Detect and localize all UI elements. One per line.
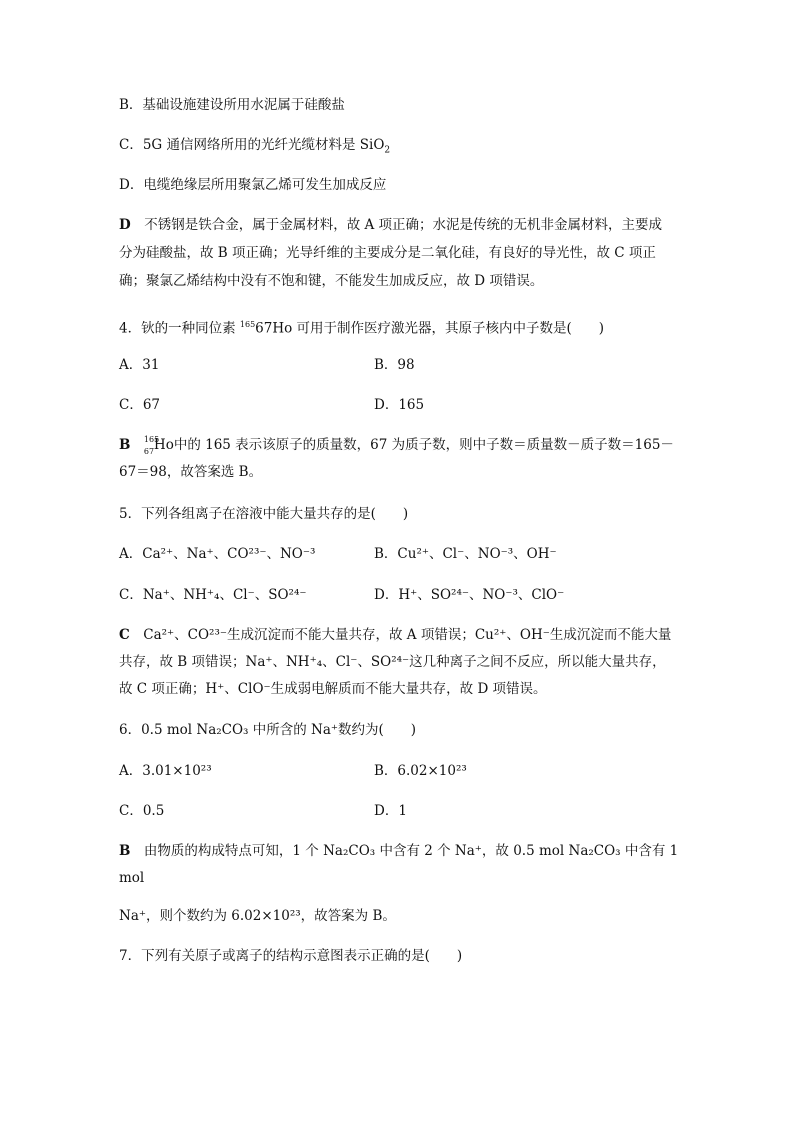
q6-stem: 6．0.5 mol Na₂CO₃ 中所含的 Na⁺数约为( ) — [119, 722, 417, 738]
q5-options-row-2 — [119, 586, 565, 604]
q5-stem: 5．下列各组离子在溶液中能大量共存的是( ) — [119, 506, 409, 522]
q5-option-c: C．Na⁺、NH⁺₄、Cl⁻、SO²⁴⁻ — [119, 587, 307, 603]
q3-answer-letter: D — [119, 217, 131, 233]
q5-answer-text-1: Ca²⁺、CO²³⁻生成沉淀而不能大量共存，故 A 项错误；Cu²⁺、OH⁻生成沉淀而不能大量 — [143, 627, 672, 643]
q6-answer-letter: B — [119, 843, 131, 859]
q6-answer-line-3: Na⁺，则个数约为 6.02×10²³，故答案为 B。 — [119, 908, 396, 924]
q3-answer-line-3: 确；聚氯乙烯结构中没有不饱和键，不能发生加成反应，故 D 项错误。 — [119, 273, 544, 289]
q6-options-row-1 — [119, 762, 467, 780]
q4-options-row-2 — [119, 396, 425, 414]
q5-option-b: B．Cu²⁺、Cl⁻、NO⁻³、OH⁻ — [374, 546, 557, 562]
q4-answer-text-1: Ho中的 165 表示该原子的质量数，67 为质子数，则中子数＝质量数－质子数＝165－ — [153, 437, 674, 453]
q3-answer-text-1: 不锈钢是铁合金，属于金属材料，故 A 项正确；水泥是传统的无机非金属材料，主要成 — [144, 217, 663, 233]
q3-option-d: D．电缆绝缘层所用聚氯乙烯可发生加成反应 — [119, 177, 387, 193]
q7-stem: 7．下列有关原子或离子的结构示意图表示正确的是( ) — [119, 948, 463, 964]
q6-answer-text-1: 由物质的构成特点可知，1 个 Na₂CO₃ 中含有 2 个 Na⁺，故 0.5 mol Na₂CO₃ 中含有 1 — [143, 843, 679, 859]
q5-answer-line-1 — [119, 626, 671, 644]
q6-option-d: D．1 — [374, 803, 407, 819]
q4-answer-atomic-number: 67 — [143, 447, 155, 456]
q5-answer-letter: C — [119, 627, 130, 643]
q5-option-a: A．Ca²⁺、Na⁺、CO²³⁻、NO⁻³ — [119, 546, 316, 562]
q4-stem — [119, 316, 604, 338]
q5-options-row-1 — [119, 545, 557, 563]
q3-option-c-text: C．5G 通信网络所用的光纤光缆材料是 SiO — [119, 137, 385, 153]
q3-answer-line-1 — [119, 216, 662, 234]
q3-option-b: B．基础设施建设所用水泥属于硅酸盐 — [119, 97, 345, 113]
q3-option-c-subscript: 2 — [384, 145, 391, 156]
q4-option-c: C．67 — [119, 397, 161, 413]
q6-option-a: A．3.01×10²³ — [119, 763, 212, 779]
q6-option-b: B．6.02×10²³ — [374, 763, 467, 779]
q4-answer-line-1 — [119, 436, 674, 454]
q4-options-row-1 — [119, 356, 415, 374]
q4-option-b: B．98 — [374, 357, 415, 373]
q4-stem-superscript: 165 — [239, 320, 256, 329]
q4-answer-isotope — [143, 435, 160, 456]
q6-option-c: C．0.5 — [119, 803, 165, 819]
q5-option-d: D．H⁺、SO²⁴⁻、NO⁻³、ClO⁻ — [374, 587, 565, 603]
q4-option-d: D．165 — [374, 397, 425, 413]
q5-answer-line-3: 故 C 项正确；H⁺、ClO⁻生成弱电解质而不能大量共存，故 D 项错误。 — [119, 681, 547, 697]
q4-answer-line-2: 67＝98，故答案选 B。 — [119, 464, 263, 480]
q4-answer-letter: B — [119, 437, 131, 453]
q4-answer-mass-number: 165 — [143, 435, 160, 444]
q5-answer-line-2: 共存，故 B 项错误；Na⁺、NH⁺₄、Cl⁻、SO²⁴⁻这几种离子之间不反应，所以能大量共存， — [119, 654, 666, 670]
q4-stem-prefix: 4．钬的一种同位素 — [119, 320, 240, 337]
q6-options-row-2 — [119, 802, 407, 820]
q4-stem-suffix: 67Ho 可用于制作医疗激光器，其原子核内中子数是( ) — [255, 320, 605, 337]
q4-option-a: A．31 — [119, 357, 160, 373]
q3-answer-line-2: 分为硅酸盐，故 B 项正确；光导纤维的主要成分是二氧化硅，有良好的导光性，故 C 项正 — [119, 245, 656, 261]
q6-answer-line-1 — [119, 842, 678, 860]
q6-answer-line-2: mol — [119, 870, 145, 886]
q3-option-c — [119, 136, 390, 160]
